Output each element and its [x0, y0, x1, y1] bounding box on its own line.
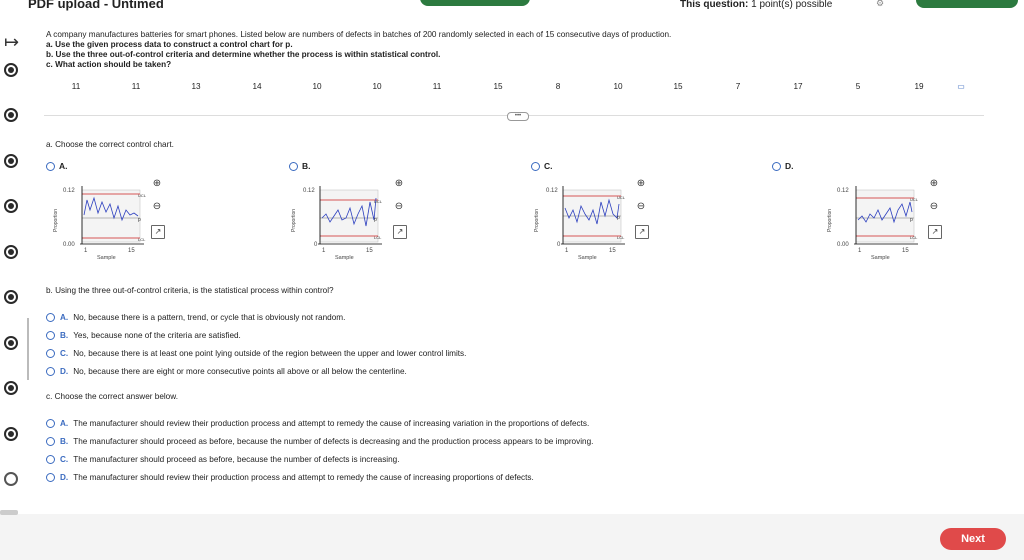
question-navigator[interactable]	[420, 0, 530, 6]
y-axis-label: Proportion	[53, 208, 59, 232]
choice-letter: A.	[60, 419, 69, 428]
radio-button[interactable]	[46, 473, 55, 482]
x-tick-1: 1	[84, 248, 88, 254]
control-chart-c	[533, 180, 643, 262]
x-axis-label: Sample	[97, 255, 116, 261]
x-axis-label: Sample	[871, 255, 890, 261]
ucl-label: UCL	[374, 199, 383, 204]
y-tick-top: 0.12	[837, 188, 849, 194]
choice-text: The manufacturer should review their production process and attempt to remedy the cause of increasing proportions of defects.	[73, 473, 534, 482]
choice-text: The manufacturer should proceed as before, because the number of defects is decreasing and the production process appears to be improving.	[73, 437, 594, 446]
question-intro: A company manufactures batteries for smart phones. Listed below are numbers of defects in batches of 200 randomly selected in each of 15 consecutive days of production.	[46, 30, 672, 39]
x-tick-15: 15	[366, 248, 373, 254]
y-tick-bottom: 0.00	[837, 242, 849, 248]
y-tick-bottom: 0	[557, 242, 561, 248]
defect-value: 5	[855, 82, 861, 91]
part-c-prompt: c. Choose the correct answer below.	[46, 392, 178, 401]
x-tick-15: 15	[609, 248, 616, 254]
zoom-out-icon[interactable]: ⊖	[636, 201, 646, 212]
option-letter: A.	[59, 161, 68, 171]
choice-letter: D.	[60, 367, 69, 376]
defect-value: 10	[613, 82, 623, 91]
next-button[interactable]: Next	[940, 528, 1006, 550]
choice-letter: C.	[60, 455, 69, 464]
lcl-label: LCL	[374, 235, 382, 240]
pbar-label: p	[138, 217, 141, 223]
part-c-choice-a[interactable]	[46, 419, 589, 428]
choice-letter: B.	[60, 437, 69, 446]
defect-value: 15	[673, 82, 683, 91]
choice-text: No, because there are eight or more consecutive points all above or all below the centerline.	[73, 367, 407, 376]
ucl-label: UCL	[910, 197, 919, 202]
x-axis-label: Sample	[335, 255, 354, 261]
x-tick-15: 15	[128, 248, 135, 254]
option-c-chart[interactable]	[531, 161, 553, 171]
defect-value: 10	[312, 82, 322, 91]
radio-button[interactable]	[46, 162, 55, 171]
option-a-chart[interactable]	[46, 161, 68, 171]
defect-value: 15	[493, 82, 503, 91]
assignment-title: PDF upload - Untimed	[28, 0, 164, 11]
x-tick-1: 1	[565, 248, 569, 254]
y-tick-top: 0.12	[303, 188, 315, 194]
defect-value: 13	[191, 82, 201, 91]
part-b-choice-a[interactable]	[46, 313, 345, 322]
y-tick-bottom: 0	[314, 242, 318, 248]
part-b-prompt: b. Using the three out-of-control criteria, is the statistical process within control?	[46, 286, 334, 295]
question-text	[46, 30, 671, 70]
zoom-in-icon[interactable]: ⊕	[929, 178, 939, 189]
lcl-label: LCL	[617, 235, 625, 240]
open-external-icon[interactable]: ↗	[928, 225, 942, 239]
defects-data-row	[46, 82, 966, 94]
question-part-a: a. Use the given process data to construct a control chart for p.	[46, 40, 293, 49]
pbar-label: p	[617, 215, 620, 221]
question-status-dot-current[interactable]	[4, 472, 18, 486]
x-axis-label: Sample	[578, 255, 597, 261]
y-axis-label: Proportion	[534, 208, 540, 232]
choice-text: Yes, because none of the criteria are satisfied.	[73, 331, 241, 340]
y-tick-bottom: 0.00	[63, 242, 75, 248]
radio-button[interactable]	[46, 349, 55, 358]
zoom-in-icon[interactable]: ⊕	[152, 178, 162, 189]
part-c-choice-b[interactable]	[46, 437, 593, 446]
question-part-c: c. What action should be taken?	[46, 60, 172, 69]
defect-value: 11	[432, 82, 442, 91]
open-external-icon[interactable]: ↗	[635, 225, 649, 239]
choice-letter: B.	[60, 331, 69, 340]
part-c-choice-d[interactable]	[46, 473, 534, 482]
control-chart-a	[52, 180, 162, 262]
radio-button[interactable]	[289, 162, 298, 171]
part-b-choice-b[interactable]	[46, 331, 241, 340]
control-chart-d	[826, 180, 936, 262]
question-part-b: b. Use the three out-of-control criteria and determine whether the process is within statistical control.	[46, 50, 441, 59]
copy-data-icon[interactable]: ▭	[957, 82, 965, 91]
defect-value: 17	[793, 82, 803, 91]
y-axis-label: Proportion	[827, 208, 833, 232]
ucl-label: UCL	[138, 193, 147, 198]
radio-button[interactable]	[46, 331, 55, 340]
part-a-prompt: a. Choose the correct control chart.	[46, 140, 174, 149]
expand-content-button[interactable]: •••	[507, 112, 529, 121]
points-info	[680, 0, 832, 10]
option-d-chart[interactable]	[772, 161, 794, 171]
option-b-chart[interactable]	[289, 161, 311, 171]
radio-button[interactable]	[46, 455, 55, 464]
defect-value: 11	[131, 82, 141, 91]
choice-text: No, because there is at least one point lying outside of the region between the upper and lower control limits.	[73, 349, 467, 358]
y-tick-top: 0.12	[63, 188, 75, 194]
open-external-icon[interactable]: ↗	[151, 225, 165, 239]
defect-value: 19	[914, 82, 924, 91]
radio-button[interactable]	[531, 162, 540, 171]
points-label: This question:	[680, 0, 749, 10]
choice-letter: C.	[60, 349, 69, 358]
option-letter: C.	[544, 161, 553, 171]
radio-button[interactable]	[46, 419, 55, 428]
settings-icon[interactable]: ⚙	[876, 0, 885, 8]
question-sidebar	[0, 26, 28, 526]
defect-value: 8	[555, 82, 561, 91]
y-tick-top: 0.12	[546, 188, 558, 194]
part-b-choice-c[interactable]	[46, 349, 466, 358]
question-status-dot[interactable]	[4, 108, 18, 122]
defect-value: 10	[372, 82, 382, 91]
part-c-choice-c[interactable]	[46, 455, 400, 464]
radio-button[interactable]	[46, 313, 55, 322]
zoom-in-icon[interactable]: ⊕	[394, 178, 404, 189]
choice-text: The manufacturer should review their production process and attempt to remedy the cause of increasing variation in the proportions of defects.	[73, 419, 590, 428]
option-letter: D.	[785, 161, 794, 171]
question-status-dot[interactable]	[4, 290, 18, 304]
lcl-label: LCL	[910, 235, 918, 240]
question-status-dot[interactable]	[4, 199, 18, 213]
choice-letter: D.	[60, 473, 69, 482]
question-status-dot[interactable]	[4, 427, 18, 441]
expand-arrow-icon[interactable]: ↦	[4, 32, 20, 52]
open-external-icon[interactable]: ↗	[393, 225, 407, 239]
lcl-label: LCL	[138, 237, 146, 242]
x-tick-1: 1	[858, 248, 862, 254]
choice-text: No, because there is a pattern, trend, or cycle that is obviously not random.	[73, 313, 346, 322]
question-status-dot[interactable]	[4, 154, 18, 168]
points-value: 1 point(s) possible	[751, 0, 833, 10]
y-axis-label: Proportion	[291, 208, 297, 232]
x-tick-1: 1	[322, 248, 326, 254]
defect-value: 11	[71, 82, 81, 91]
question-status-dot[interactable]	[4, 245, 18, 259]
sidebar-scrollbar[interactable]	[27, 318, 29, 380]
question-status-dot[interactable]	[4, 336, 18, 350]
question-status-dot[interactable]	[4, 63, 18, 77]
choice-letter: A.	[60, 313, 69, 322]
part-b-choice-d[interactable]	[46, 367, 407, 376]
sidebar-handle[interactable]	[0, 510, 18, 515]
radio-button[interactable]	[46, 367, 55, 376]
zoom-in-icon[interactable]: ⊕	[636, 178, 646, 189]
pbar-label: p	[910, 217, 913, 223]
choice-text: The manufacturer should proceed as before, because the number of defects is increasing.	[73, 455, 400, 464]
control-chart-b	[290, 180, 400, 262]
ucl-label: UCL	[617, 195, 626, 200]
pbar-label: p	[374, 217, 377, 223]
option-letter: B.	[302, 161, 311, 171]
defect-value: 14	[252, 82, 262, 91]
radio-button[interactable]	[46, 437, 55, 446]
submit-test-button[interactable]	[916, 0, 1018, 8]
footer-strip	[0, 514, 1024, 560]
question-status-dot[interactable]	[4, 381, 18, 395]
top-bar	[0, 0, 1024, 12]
radio-button[interactable]	[772, 162, 781, 171]
x-tick-15: 15	[902, 248, 909, 254]
zoom-out-icon[interactable]: ⊖	[394, 201, 404, 212]
zoom-out-icon[interactable]: ⊖	[929, 201, 939, 212]
defect-value: 7	[735, 82, 741, 91]
zoom-out-icon[interactable]: ⊖	[152, 201, 162, 212]
